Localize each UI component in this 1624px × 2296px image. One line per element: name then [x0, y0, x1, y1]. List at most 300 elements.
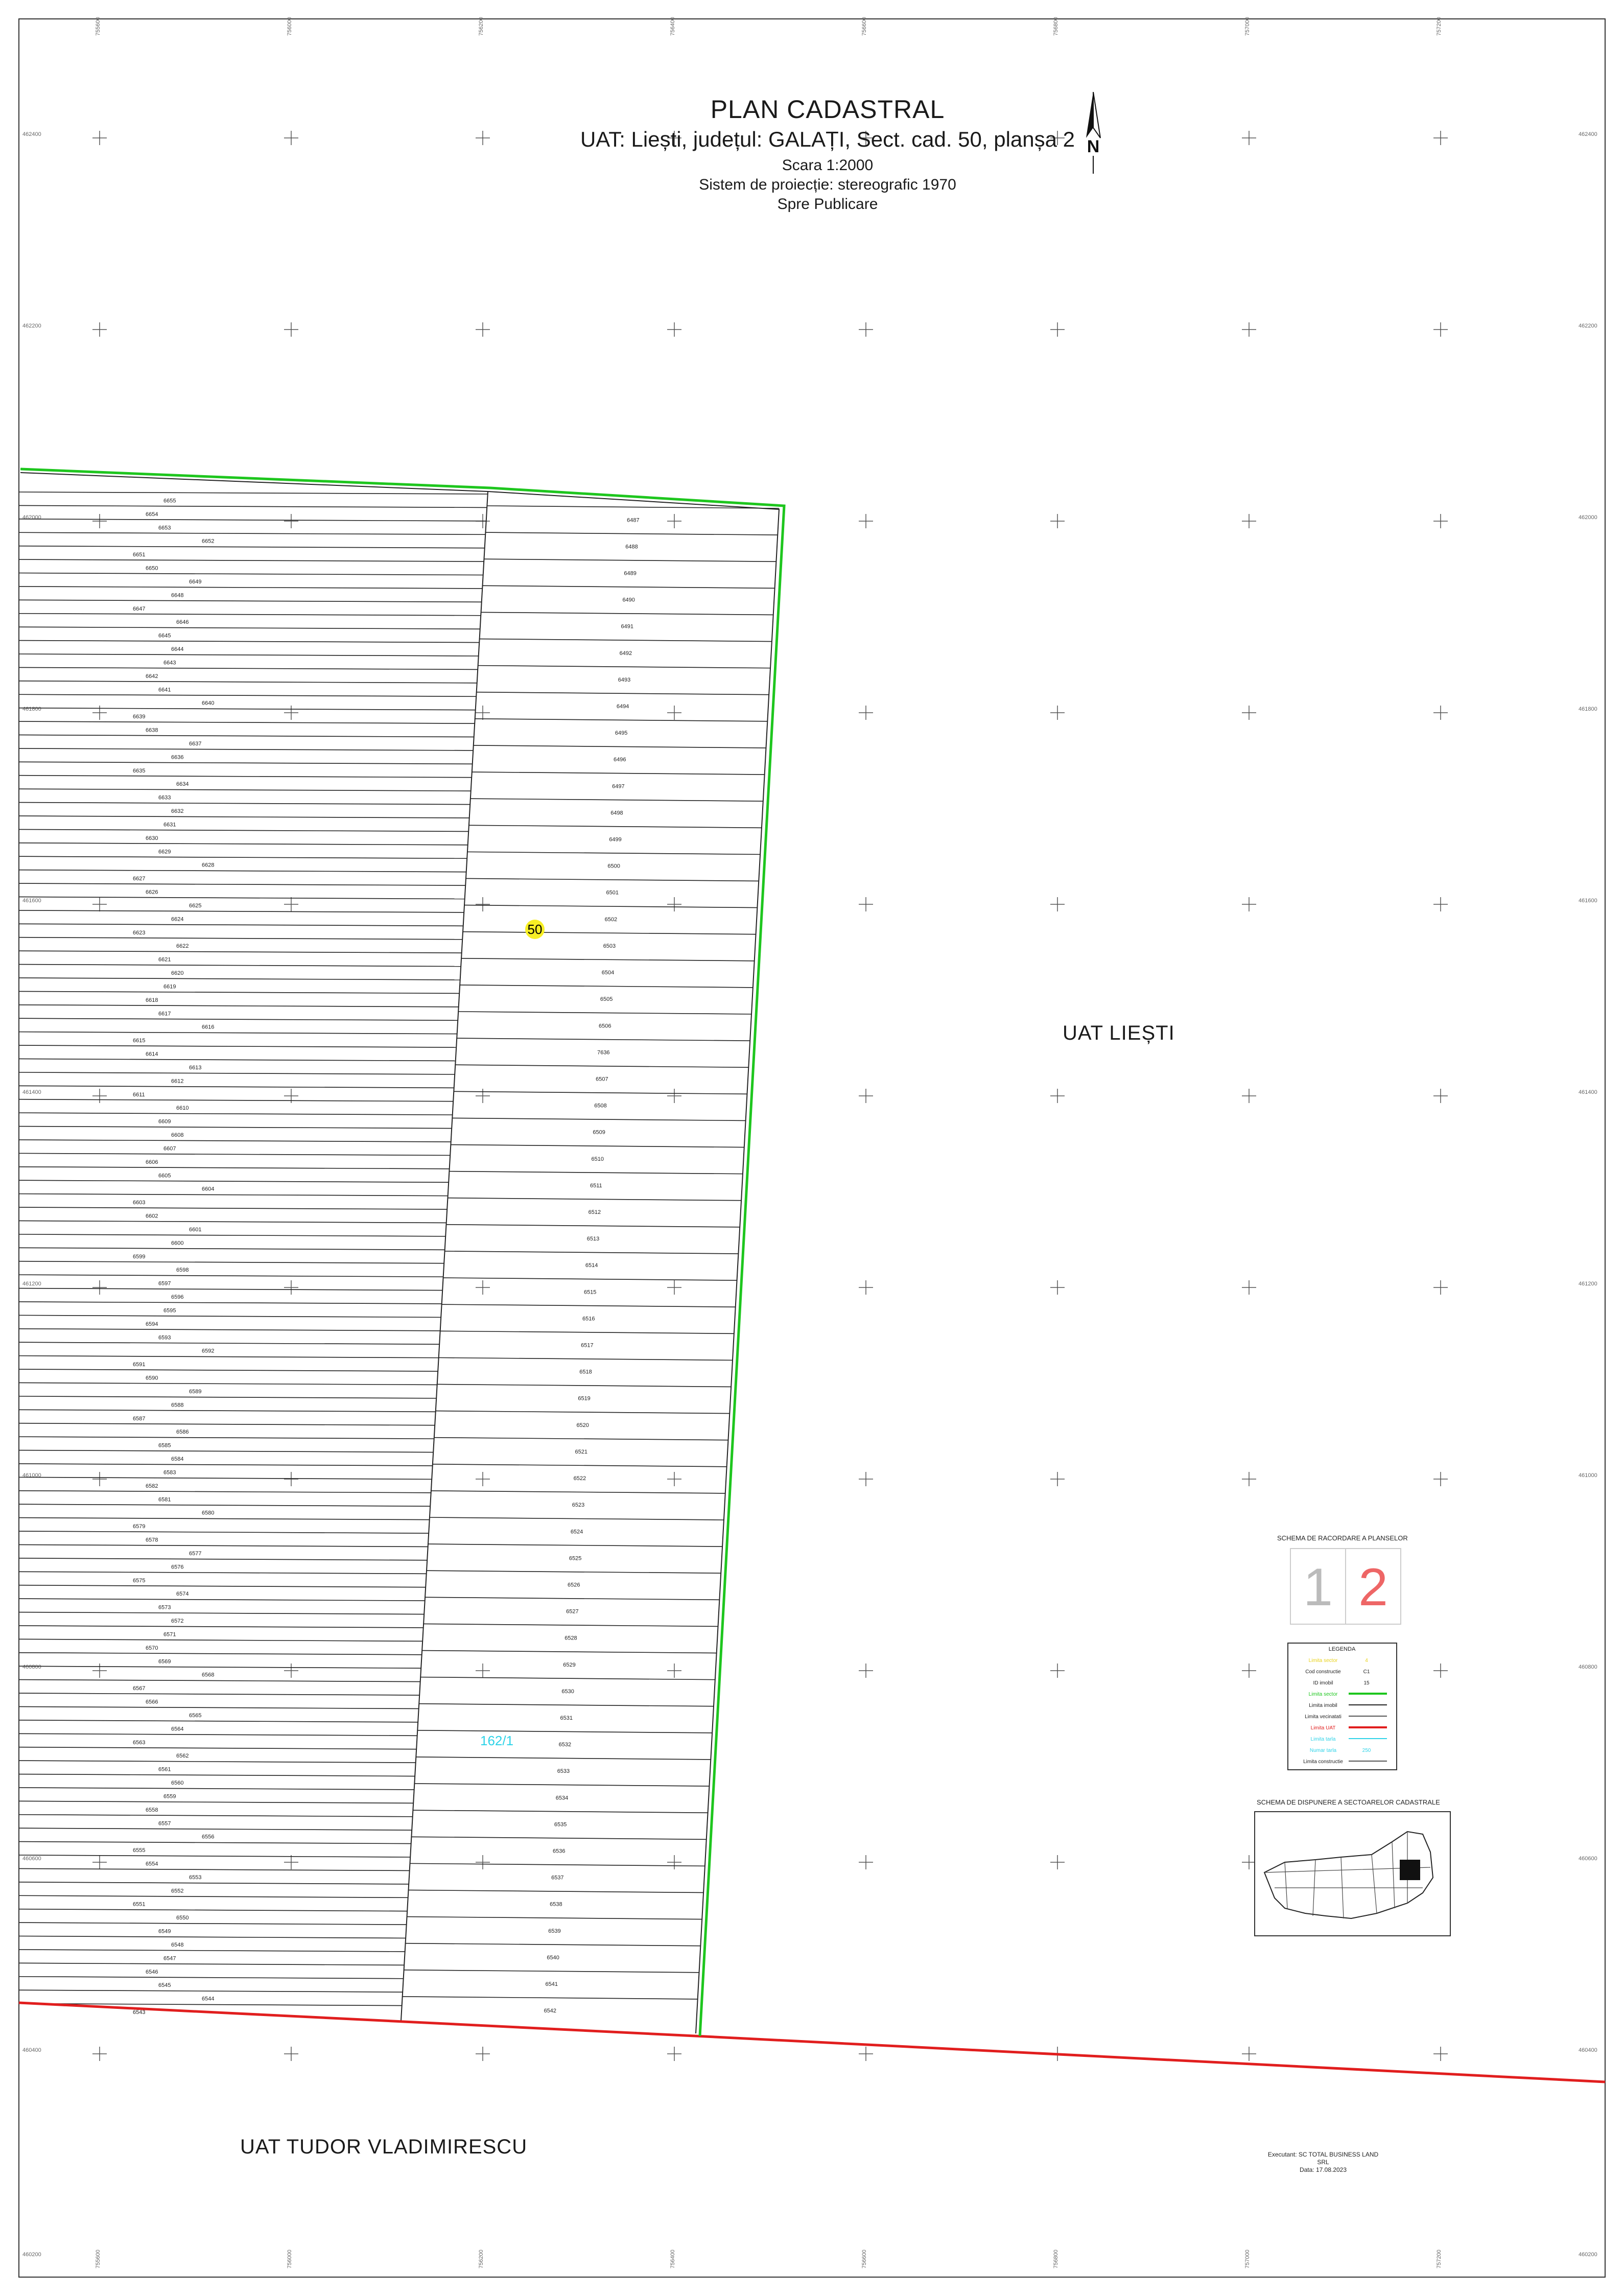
- parcel-boundary: [19, 600, 482, 602]
- parcel-boundary: [19, 1221, 446, 1223]
- parcel-boundary: [19, 1544, 428, 1547]
- grid-y-label: 460800: [22, 1664, 41, 1670]
- grid-y-label: 461200: [22, 1281, 41, 1287]
- grid-x-label: 756400: [670, 17, 676, 36]
- parcel-id: 6616: [202, 1024, 215, 1030]
- parcel-boundary: [449, 1172, 743, 1174]
- grid-x-label: 756800: [1053, 2250, 1059, 2268]
- legend-row-label: Limita imobil: [1309, 1703, 1337, 1708]
- parcel-id: 6639: [133, 714, 146, 720]
- parcel-boundary: [19, 1706, 419, 1708]
- scheme-racordare: [1290, 1548, 1402, 1625]
- parcel-id: 6545: [158, 1982, 171, 1989]
- parcel-boundary: [19, 681, 477, 683]
- legend-title: LEGENDA: [1328, 1646, 1356, 1652]
- parcel-boundary: [440, 1331, 734, 1333]
- parcel-boundary: [19, 1342, 439, 1344]
- parcel-id: 6504: [601, 970, 615, 976]
- legend-row-label: Limita tarla: [1310, 1737, 1336, 1742]
- parcel-boundary: [19, 1153, 450, 1155]
- parcel-id: 6571: [163, 1631, 176, 1638]
- west-parcel-block: [19, 491, 488, 2021]
- parcel-boundary: [19, 1356, 439, 1358]
- parcel-boundary: [19, 1167, 450, 1169]
- parcel-id: 6602: [146, 1213, 158, 1220]
- parcel-id: 6610: [176, 1105, 189, 1112]
- parcel-id: 6591: [133, 1362, 146, 1368]
- parcel-id: 6601: [189, 1226, 202, 1233]
- parcel-id: 6607: [163, 1145, 176, 1152]
- parcel-id: 6585: [158, 1442, 171, 1449]
- parcel-id: 6513: [586, 1236, 600, 1243]
- parcel-id: 6517: [581, 1342, 594, 1349]
- grid-x-labels: [95, 17, 1442, 2268]
- parcel-boundary: [19, 1585, 426, 1587]
- uat-boundary-line: [19, 2003, 1605, 2082]
- parcel-boundary: [19, 1437, 434, 1439]
- parcel-id: 6548: [171, 1941, 184, 1948]
- parcel-boundary: [19, 1828, 412, 1830]
- parcel-id: 6595: [163, 1307, 176, 1314]
- parcel-id: 6537: [551, 1875, 564, 1881]
- parcel-boundary: [19, 1477, 432, 1479]
- parcel-id: 6522: [573, 1475, 586, 1482]
- parcel-boundary: [442, 1304, 736, 1307]
- parcel-boundary: [19, 1086, 454, 1088]
- grid-y-label: 462400: [22, 131, 41, 137]
- parcel-boundary: [19, 1936, 406, 1938]
- parcel-boundary: [19, 938, 462, 940]
- parcel-id: 6608: [171, 1132, 184, 1139]
- parcel-boundary: [19, 1558, 427, 1560]
- parcel-boundary: [19, 1315, 441, 1317]
- grid-y-label: 461400: [1579, 1089, 1597, 1095]
- parcel-boundary: [19, 492, 488, 494]
- parcel-boundary: [19, 1977, 404, 1979]
- grid-y-label: 461000: [22, 1472, 41, 1479]
- parcel-id: 6515: [583, 1289, 597, 1296]
- grid-x-label: 756400: [670, 2250, 676, 2268]
- parcel-boundary: [407, 1917, 702, 1919]
- parcel-id: 6521: [575, 1448, 588, 1455]
- parcel-boundary: [481, 612, 773, 615]
- parcel-boundary: [469, 825, 762, 828]
- parcel-id: 6586: [176, 1429, 189, 1436]
- parcel-boundary: [484, 559, 776, 561]
- grid-y-label: 461000: [1579, 1472, 1597, 1479]
- parcel-boundary: [445, 1251, 739, 1254]
- parcel-id: 6530: [561, 1688, 574, 1695]
- map-status: Spre Publicare: [777, 196, 878, 213]
- parcel-id: 6582: [146, 1483, 158, 1489]
- parcel-id: 6567: [133, 1685, 146, 1692]
- parcel-boundary: [19, 1909, 407, 1911]
- parcel-id: 6613: [189, 1064, 202, 1071]
- parcel-id: 6552: [171, 1888, 184, 1894]
- parcel-id: 6570: [146, 1645, 158, 1651]
- grid-x-label: 756800: [1053, 17, 1059, 36]
- parcel-boundary: [19, 1612, 424, 1614]
- parcel-boundary: [19, 614, 481, 616]
- parcel-id: 6590: [146, 1375, 158, 1381]
- parcel-boundary: [19, 1639, 422, 1641]
- parcel-boundary: [463, 932, 756, 934]
- parcel-id: 6632: [171, 808, 184, 815]
- parcel-boundary: [19, 708, 476, 710]
- uat-south-label: UAT TUDOR VLADIMIRESCU: [240, 2136, 528, 2158]
- parcel-boundary: [19, 1788, 414, 1790]
- north-arrow-icon: [1083, 92, 1103, 174]
- parcel-boundary: [19, 1207, 447, 1209]
- scheme-dispunere-map: [1254, 1811, 1451, 1936]
- parcel-boundary: [19, 1099, 453, 1102]
- parcel-boundary: [19, 1302, 442, 1304]
- parcel-boundary: [19, 627, 480, 629]
- parcel-id: 6533: [557, 1768, 570, 1775]
- parcel-boundary: [19, 1288, 442, 1291]
- parcel-boundary: [19, 1329, 440, 1331]
- parcel-boundary: [431, 1491, 725, 1493]
- parcel-id: 6555: [133, 1847, 146, 1854]
- parcel-boundary: [19, 532, 485, 534]
- grid-x-label: 756200: [478, 17, 484, 36]
- parcel-boundary: [19, 1072, 455, 1074]
- grid-x-label: 756600: [861, 17, 867, 36]
- parcel-boundary: [427, 1571, 721, 1573]
- parcel-boundary: [406, 1943, 701, 1946]
- parcel-id: 6510: [591, 1156, 604, 1162]
- parcel-boundary: [443, 1278, 737, 1280]
- parcel-id: 6606: [146, 1159, 158, 1165]
- parcel-id: 6498: [610, 810, 623, 816]
- parcel-boundary: [472, 772, 765, 775]
- parcel-boundary: [414, 1784, 709, 1786]
- parcel-boundary: [446, 1225, 740, 1227]
- parcel-boundary: [19, 1261, 444, 1263]
- grid-x-label: 756000: [287, 17, 293, 36]
- parcel-id: 6551: [133, 1901, 146, 1908]
- parcel-boundary: [19, 1923, 407, 1925]
- parcel-id: 6627: [133, 876, 146, 882]
- parcel-boundary: [434, 1438, 728, 1440]
- parcel-id: 6599: [133, 1253, 146, 1260]
- parcel-boundary: [425, 1597, 720, 1600]
- parcel-id: 6508: [594, 1103, 607, 1109]
- parcel-id: 6628: [202, 862, 215, 869]
- parcel-id: 6633: [158, 794, 171, 801]
- parcel-id: 6624: [171, 916, 184, 923]
- legend-row-label: Limita sector: [1308, 1692, 1338, 1697]
- parcel-boundary: [19, 1369, 438, 1371]
- parcel-id: 6652: [202, 538, 215, 545]
- parcel-boundary: [19, 667, 478, 669]
- parcel-id: 6499: [609, 836, 622, 843]
- parcel-id: 6619: [163, 983, 176, 990]
- parcel-id: 6560: [171, 1780, 184, 1787]
- parcel-id: 6655: [163, 498, 176, 504]
- map-frame: [19, 19, 1605, 2277]
- parcel-id: 6643: [163, 660, 176, 666]
- parcel-boundary: [413, 1810, 708, 1813]
- parcel-boundary: [19, 856, 467, 858]
- parcel-boundary: [19, 1450, 433, 1452]
- grid-y-label: 461800: [22, 706, 41, 712]
- scheme-racordare-title: SCHEMA DE RACORDARE A PLANSELOR: [1277, 1534, 1408, 1542]
- parcel-id: 6654: [146, 511, 158, 518]
- legend-row-label: Limita UAT: [1310, 1725, 1336, 1731]
- parcel-id: 6579: [133, 1524, 146, 1530]
- parcel-id: 6489: [624, 570, 637, 577]
- grid-y-label: 460400: [1579, 2047, 1597, 2053]
- parcel-id: 6620: [171, 970, 184, 977]
- parcel-boundary: [19, 1018, 458, 1020]
- grid-x-label: 757200: [1436, 2250, 1442, 2268]
- parcel-id: 6519: [578, 1395, 591, 1402]
- parcel-id: 6649: [189, 578, 202, 585]
- parcel-boundary: [19, 1396, 436, 1398]
- parcel-boundary: [19, 546, 485, 548]
- grid-y-label: 461600: [1579, 898, 1597, 904]
- current-sector-marker: [1400, 1860, 1420, 1880]
- parcel-id: 6617: [158, 1011, 171, 1017]
- parcel-boundary: [19, 816, 469, 818]
- parcel-id: 6538: [550, 1901, 562, 1908]
- parcel-boundary: [448, 1198, 741, 1201]
- parcel-boundary: [19, 1599, 425, 1601]
- parcel-boundary: [19, 505, 487, 507]
- parcel-id: 6532: [558, 1742, 572, 1748]
- parcel-boundary: [19, 1666, 421, 1668]
- parcel-id: 6526: [568, 1582, 580, 1588]
- map-title: PLAN CADASTRAL: [710, 95, 945, 124]
- parcel-id: 6534: [555, 1795, 569, 1801]
- parcel-boundary: [457, 1038, 750, 1041]
- parcel-id: 6566: [146, 1699, 158, 1705]
- parcel-boundary: [470, 799, 763, 801]
- parcel-id: 6618: [146, 997, 158, 1003]
- parcel-id: 6512: [588, 1209, 601, 1215]
- parcel-id: 6561: [158, 1766, 171, 1773]
- parcel-id: 6625: [189, 902, 202, 909]
- parcel-boundary: [430, 1517, 724, 1520]
- parcel-id: 6497: [612, 783, 625, 790]
- parcel-id: 6600: [171, 1240, 184, 1247]
- east-parcel-block: [403, 506, 780, 2014]
- parcel-id: 6572: [171, 1618, 184, 1625]
- parcel-boundary: [19, 1113, 453, 1115]
- parcel-boundary: [410, 1863, 705, 1866]
- map-scale: Scara 1:2000: [782, 157, 874, 174]
- parcel-id: 6492: [619, 650, 632, 657]
- parcel-id: 6547: [163, 1955, 176, 1962]
- parcel-id: 6568: [202, 1672, 215, 1678]
- parcel-boundary: [19, 1815, 413, 1817]
- parcel-id: 6523: [572, 1502, 585, 1509]
- grid-y-label: 460200: [22, 2252, 41, 2258]
- parcel-boundary: [19, 1572, 427, 1574]
- parcel-boundary: [19, 897, 465, 899]
- grid-x-label: 756600: [861, 2250, 867, 2268]
- parcel-id: 6576: [171, 1564, 184, 1571]
- grid-y-label: 460400: [22, 2047, 41, 2053]
- parcel-boundary: [19, 1801, 413, 1803]
- parcel-id: 6597: [158, 1280, 171, 1287]
- grid-y-label: 461200: [1579, 1281, 1597, 1287]
- grid-x-label: 757200: [1436, 17, 1442, 36]
- parcel-boundary: [19, 883, 465, 885]
- parcel-id: 6544: [202, 1996, 215, 2002]
- parcel-id: 6635: [133, 767, 146, 774]
- parcel-boundary: [416, 1757, 711, 1760]
- parcel-boundary: [19, 1032, 457, 1034]
- parcel-id: 6490: [622, 597, 635, 603]
- parcel-id: 6509: [593, 1129, 605, 1136]
- parcel-id: 6587: [133, 1415, 146, 1422]
- parcel-boundary: [19, 1990, 403, 1992]
- legend-row-label: Numar tarla: [1309, 1748, 1337, 1753]
- parcel-id: 6531: [560, 1715, 573, 1721]
- parcel-boundary: [19, 924, 463, 926]
- parcel-id: 6636: [171, 754, 184, 761]
- parcel-id: 6631: [163, 822, 176, 828]
- parcel-boundary: [436, 1411, 730, 1414]
- parcel-id: 6501: [606, 889, 619, 896]
- sheet-1-label: 1: [1303, 1558, 1333, 1617]
- parcel-boundary: [19, 803, 470, 805]
- parcel-boundary: [19, 1626, 423, 1628]
- parcel-id: 6577: [189, 1550, 202, 1557]
- parcel-boundary: [19, 1127, 452, 1129]
- parcel-boundary: [19, 1248, 445, 1250]
- parcel-id: 6584: [171, 1456, 184, 1463]
- parcel-id: 6563: [133, 1739, 146, 1746]
- parcel-boundary: [19, 1693, 419, 1695]
- parcel-boundary: [19, 1963, 404, 1965]
- parcel-boundary: [474, 745, 766, 748]
- parcel-id: 6524: [570, 1529, 583, 1535]
- parcel-id: 6557: [158, 1820, 171, 1827]
- parcel-id: 6505: [600, 996, 613, 1003]
- divider-line: [401, 491, 488, 2021]
- parcel-boundary: [19, 694, 476, 696]
- parcel-id: 6596: [171, 1294, 184, 1301]
- grid-y-label: 461800: [1579, 706, 1597, 712]
- parcel-id: 6543: [133, 2009, 146, 2016]
- parcel-boundary: [19, 1747, 416, 1749]
- parcel-id: 6642: [146, 673, 158, 680]
- parcel-boundary: [467, 852, 760, 854]
- parcel-id: 6612: [171, 1078, 184, 1085]
- parcel-id: 6529: [563, 1661, 576, 1668]
- parcel-boundary: [19, 978, 460, 980]
- parcel-boundary: [466, 878, 759, 881]
- parcel-id: 6562: [176, 1753, 189, 1760]
- grid-x-label: 756000: [287, 2250, 293, 2268]
- parcel-boundary: [19, 776, 472, 778]
- parcel-id: 6494: [616, 704, 629, 710]
- parcel-boundary: [19, 1005, 459, 1007]
- parcel-id: 6637: [189, 740, 202, 747]
- grid-y-labels: [22, 131, 1597, 2258]
- parcel-id: 6589: [189, 1388, 202, 1395]
- legend-row-sample: 250: [1362, 1748, 1371, 1753]
- parcel-id: 6488: [625, 544, 638, 550]
- grid-y-label: 460600: [1579, 1856, 1597, 1862]
- parcel-boundary: [19, 1680, 420, 1682]
- parcel-id: 6640: [202, 700, 215, 707]
- parcel-id: 6511: [590, 1182, 602, 1189]
- parcel-id: 6507: [596, 1076, 608, 1083]
- parcel-id: 6644: [171, 646, 184, 653]
- grid-y-label: 462400: [1579, 131, 1597, 137]
- grid-crosses: [92, 131, 1448, 2061]
- parcel-id: 6565: [189, 1712, 202, 1719]
- grid-y-label: 461400: [22, 1089, 41, 1095]
- parcel-id: 6549: [158, 1928, 171, 1935]
- parcel-boundary: [455, 1065, 748, 1067]
- parcel-id: 6502: [604, 916, 618, 923]
- parcel-id: 6506: [598, 1023, 611, 1029]
- parcel-boundary: [19, 829, 468, 831]
- parcel-boundary: [451, 1145, 744, 1147]
- parcel-id: 6518: [579, 1369, 592, 1375]
- parcel-id: 6493: [618, 676, 631, 683]
- parcel-boundary: [19, 1868, 410, 1870]
- parcel-boundary: [483, 585, 775, 588]
- grid-y-label: 460200: [1579, 2252, 1597, 2258]
- parcel-boundary: [19, 1140, 451, 1142]
- parcel-boundary: [480, 639, 772, 642]
- parcel-boundary: [19, 1275, 443, 1277]
- parcel-boundary: [19, 573, 483, 575]
- parcel-id: 6611: [133, 1091, 145, 1098]
- legend-box: [1287, 1643, 1397, 1770]
- parcel-id: 6564: [171, 1726, 184, 1732]
- parcel-id: 6556: [202, 1834, 215, 1840]
- parcel-id: 6573: [158, 1604, 171, 1611]
- parcel-id: 6593: [158, 1334, 171, 1341]
- grid-y-label: 460600: [22, 1856, 41, 1862]
- parcel-id: 6647: [133, 605, 146, 612]
- parcel-id: 6581: [158, 1496, 171, 1503]
- parcel-boundary: [409, 1890, 704, 1892]
- parcel-id: 6651: [133, 552, 146, 558]
- legend-row-label: Limita constructie: [1303, 1759, 1343, 1765]
- parcel-id: 6598: [176, 1267, 189, 1274]
- parcel-id: 6641: [158, 687, 171, 693]
- parcel-boundary: [19, 1518, 430, 1520]
- parcel-boundary: [19, 1234, 445, 1236]
- parcel-id: 6569: [158, 1658, 171, 1665]
- parcel-boundary: [411, 1837, 707, 1839]
- parcel-id: 6540: [547, 1954, 559, 1961]
- parcel-id: 6604: [202, 1186, 215, 1192]
- parcel-boundary: [419, 1704, 714, 1706]
- parcel-id: 6514: [585, 1262, 598, 1269]
- grid-y-label: 461600: [22, 898, 41, 904]
- parcel-id: 6648: [171, 592, 184, 599]
- parcel-id: 6615: [133, 1038, 146, 1044]
- executant-name: Executant: SC TOTAL BUSINESS LAND SRL: [1267, 2151, 1379, 2166]
- parcel-boundary: [19, 1383, 437, 1385]
- parcel-boundary: [19, 1045, 456, 1047]
- parcel-boundary: [19, 1895, 408, 1897]
- parcel-boundary: [19, 559, 484, 561]
- parcel-boundary: [420, 1677, 715, 1680]
- parcel-boundary: [477, 692, 769, 695]
- parcel-boundary: [19, 1950, 405, 1952]
- grid-y-label: 462200: [22, 323, 41, 329]
